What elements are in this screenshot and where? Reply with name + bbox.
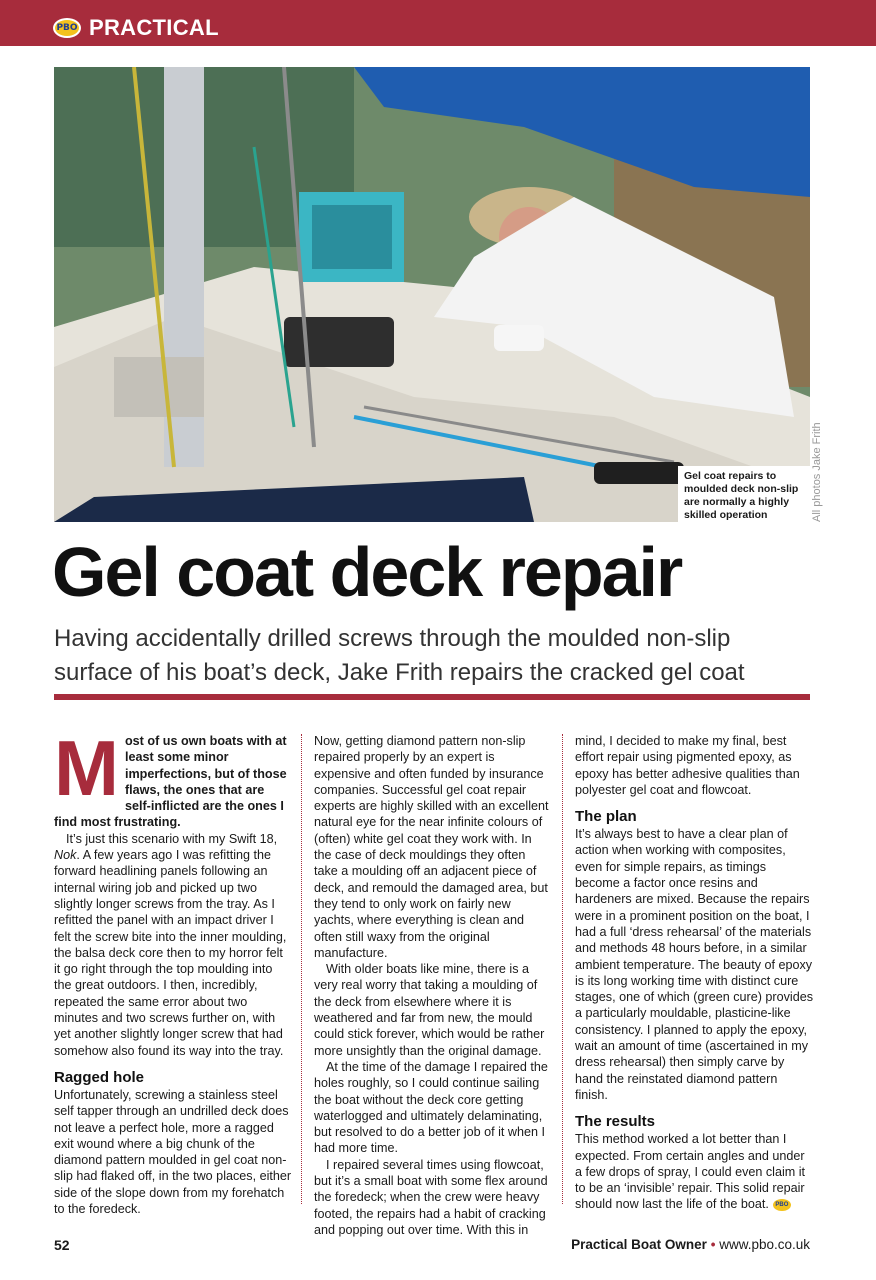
column-divider xyxy=(301,734,302,1204)
lead-paragraph: ost of us own boats with at least some minor imperfections, but of those flaws, the ones that are self-inflicted are the ones I find most frustrating. xyxy=(54,734,287,830)
publication-url: www.pbo.co.uk xyxy=(719,1237,810,1252)
headline-rule xyxy=(54,694,810,700)
page-number: 52 xyxy=(54,1237,70,1253)
publication-name: Practical Boat Owner xyxy=(571,1237,707,1252)
paragraph-8: It’s always best to have a clear plan of action when working with composites, even for simple repairs, as timings become a factor once resins and hardeners are mixed. Because the repairs were in a prominent position on the boat, I had a full ‘dress rehearsal’ of the materials and methods 48 hours before, in a similar ambient temperature. The beauty of epoxy is its long working time with distinct cure stages, one of which (green cure) provides a particularly mouldable, plasticine-like consistency. I planned to apply the epoxy, wait an amount of time (ascertained in my dress rehearsal) then simply carve by hand the reinstated diamond pattern finish. xyxy=(575,827,814,1102)
paragraph-1 xyxy=(54,831,292,1059)
subheading-the-results: The results xyxy=(575,1113,656,1131)
deck-repair-photo xyxy=(54,67,810,522)
pbo-logo: PBO xyxy=(53,18,81,38)
paragraph-1-pre: It’s just this scenario with my Swift 18, xyxy=(66,831,278,846)
article-headline: Gel coat deck repair xyxy=(52,533,682,611)
paragraph-9-text: This method worked a lot better than I expected. From certain angles and under a few drops of spray, I could even claim it to be an ‘invisible’ repair. This solid repair should now last the life of the boat. xyxy=(575,1132,806,1212)
section-title: PRACTICAL xyxy=(89,15,219,40)
subheading-ragged-hole: Ragged hole xyxy=(54,1068,145,1086)
subheading-the-plan: The plan xyxy=(575,808,637,826)
column-1 xyxy=(54,724,292,1217)
end-mark-icon: PBO xyxy=(773,1199,791,1211)
column-2 xyxy=(314,733,552,1238)
article-photo xyxy=(54,67,810,522)
column-3 xyxy=(575,733,813,1213)
paragraph-6: I repaired several times using flowcoat, but it’s a small boat with some flex around the foredeck; when the crew were heavy footed, the repairs had a habit of cracking and popping out over time. With this in xyxy=(314,1157,548,1237)
drop-cap: M xyxy=(54,724,119,812)
boat-name: Nok xyxy=(54,848,77,863)
footer-separator: • xyxy=(710,1237,716,1252)
paragraph-3: Now, getting diamond pattern non-slip repaired properly by an expert is expensive and often funded by insurance companies. Successful gel coat repair experts are highly skilled with an excellent natural eye for the near infinite colours of (often) white gel coat they work with. In the case of deck mouldings they often take a moulding off an adjacent piece of deck, and remould the damaged area, but they tend to only work on fairly new yachts, where everything is clean and often still waxy from the original manufacture. xyxy=(314,734,549,960)
paragraph-7: mind, I decided to make my final, best effort repair using pigmented epoxy, as epoxy has better adhesive qualities than polyester gel coat and flowcoat. xyxy=(575,734,800,797)
paragraph-9 xyxy=(575,1131,813,1212)
article-standfirst: Having accidentally drilled screws through the moulded non-slip surface of his boat’s deck, Jake Frith repairs the cracked gel coat xyxy=(54,625,745,686)
paragraph-5: At the time of the damage I repaired the holes roughly, so I could continue sailing the boat without the deck core getting waterlogged and ultimately delaminating, but resolved to do a better job of it when I had more time. xyxy=(314,1059,548,1156)
photo-caption: Gel coat repairs to moulded deck non-slip are normally a highly skilled operation xyxy=(678,466,810,522)
page-footer xyxy=(571,1237,810,1252)
photo-credit: All photos Jake Frith xyxy=(811,422,823,522)
paragraph-2: Unfortunately, screwing a stainless steel self tapper through an undrilled deck does not leave a perfect hole, more a ragged exit wound where a big chunk of the diamond pattern moulded in gel coat non-slip had flaked off, in the two places, either side of the slope down from my forehatch to the foredeck. xyxy=(54,1087,292,1217)
paragraph-4: With older boats like mine, there is a very real worry that taking a moulding of the deck from elsewhere where it is weathered and far from new, the mould could stick forever, which would be rather more unsightly than the original damage. xyxy=(314,962,545,1058)
column-divider xyxy=(562,734,563,1204)
paragraph-1-post: . A few years ago I was refitting the forward headlining panels following an internal wiring job and picked up two slightly longer screws from the tray. As I refitted the panel with an impact driver I felt the screw bite into the inner moulding, the balsa deck core then to my horror felt it go right through the top moulding into the great outdoors. I then, incredibly, repeated the same error about two minutes and two screws further on, with yet another slightly longer screw that had somehow also found its way into the tray. xyxy=(54,848,287,1058)
